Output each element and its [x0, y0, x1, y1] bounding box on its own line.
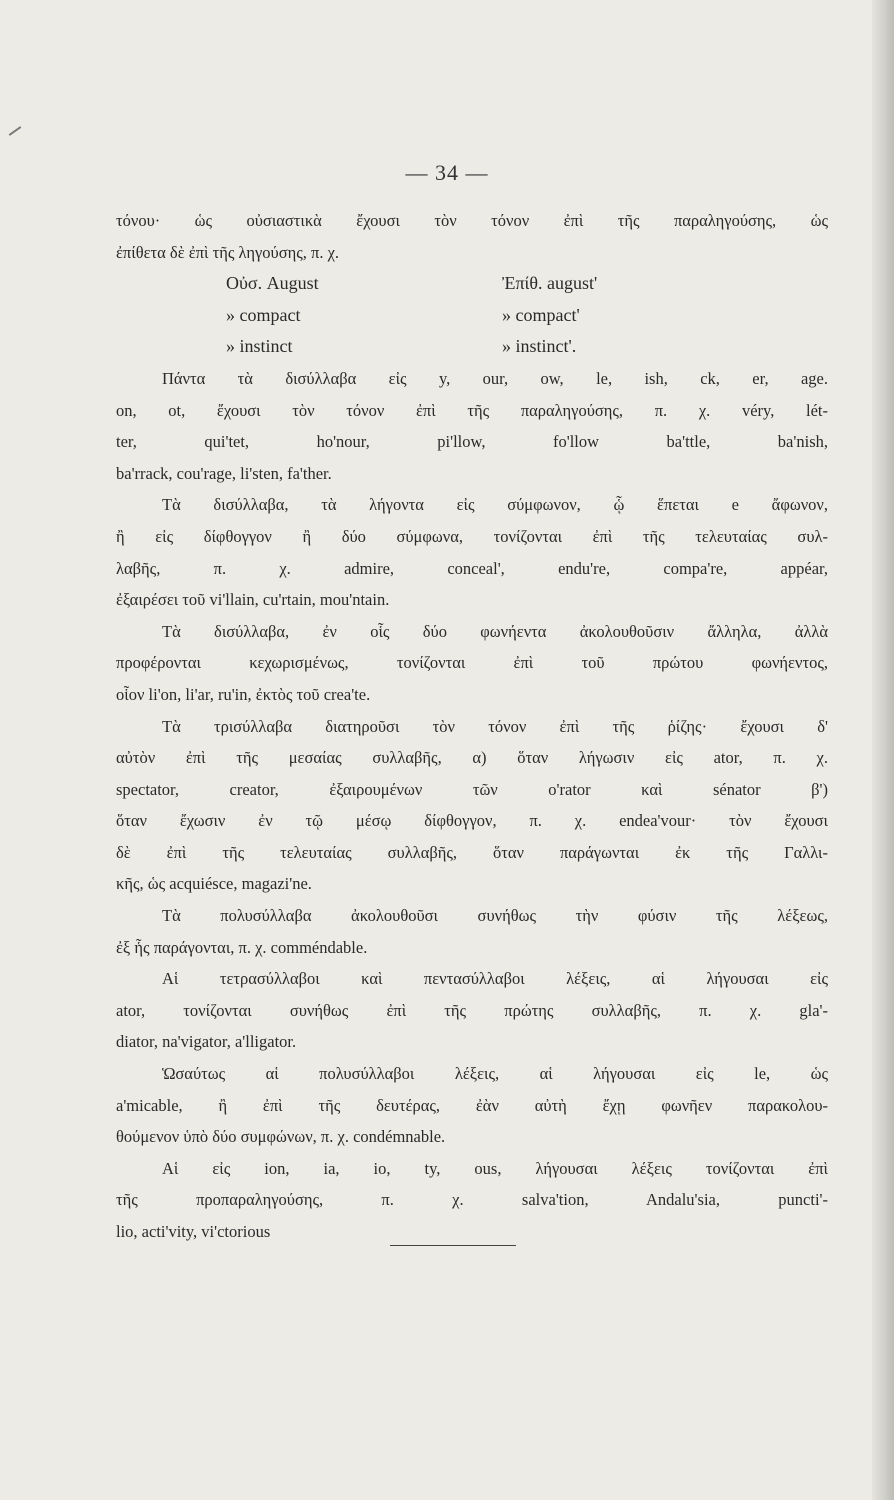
paragraphs [116, 363, 828, 1248]
text-line: ter, qui'tet, ho'nour, pi'llow, fo'llow ba'ttle, ba'nish, [116, 432, 828, 452]
page-edge-shadow [872, 0, 894, 1500]
page-number: — 34 — [405, 160, 489, 185]
text-line: Τὰ δισύλλαβα, τὰ λήγοντα εἰς σύμφωνον, ᾧ ἕπεται e ἄφωνον, [162, 495, 828, 515]
text-line: ὅταν ἔχωσιν ἐν τῷ μέσῳ δίφθογγον, π. χ. endea'vour· τὸν ἔχουσι [116, 811, 828, 831]
text-line: τῆς προπαραληγούσης, π. χ. salva'tion, Andalu'sia, puncti'- [116, 1190, 828, 1210]
text-line: τόνου· ὡς οὐσιαστικὰ ἔχουσι τὸν τόνον ἐπὶ τῆς παραληγούσης, ὡς [116, 211, 828, 230]
example-adjective: » instinct'. [502, 336, 577, 357]
example-noun: » compact [226, 304, 301, 325]
footer-rule [390, 1245, 516, 1246]
text-line: diator, na'vigator, a'lligator. [116, 1032, 297, 1052]
text-line: οἷον li'on, li'ar, ru'in, ἐκτὸς τοῦ crea'te. [116, 684, 371, 704]
text-line: κῆς, ὡς acquiésce, magazi'ne. [116, 874, 312, 894]
text-line: αὐτὸν ἐπὶ τῆς μεσαίας συλλαβῆς, α) ὅταν λήγωσιν εἰς ator, π. χ. [116, 748, 828, 768]
text-line: Τὰ πολυσύλλαβα ἀκολουθοῦσι συνήθως τὴν φύσιν τῆς λέξεως, [162, 906, 828, 926]
example-adjective: Ἐπίθ. august' [502, 273, 598, 294]
text-line: θούμενον ὑπὸ δύο συμφώνων, π. χ. condémnable. [116, 1127, 446, 1147]
text-line: ator, τονίζονται συνήθως ἐπὶ τῆς πρώτης συλλαβῆς, π. χ. gla'- [116, 1000, 828, 1020]
text-line: ἢ εἰς δίφθογγον ἢ δύο σύμφωνα, τονίζονται ἐπὶ τῆς τελευταίας συλ- [116, 526, 828, 546]
text-line: λαβῆς, π. χ. admire, conceal', endu're, compa're, appéar, [116, 558, 828, 578]
example-adjective: » compact' [502, 304, 580, 325]
text-line: spectator, creator, ἐξαιρουμένων τῶν o'rator καὶ sénator β') [116, 779, 828, 799]
text-line: a'micable, ἢ ἐπὶ τῆς δευτέρας, ἐὰν αὐτὴ ἔχῃ φωνῆεν παρακολου- [116, 1095, 828, 1115]
text-line: ἐπίθετα δὲ ἐπὶ τῆς ληγούσης, π. χ. [116, 242, 340, 262]
text-line: Τὰ τρισύλλαβα διατηροῦσι τὸν τόνον ἐπὶ τῆς ῥίζης· ἔχουσι δ' [162, 716, 828, 736]
ink-speck [9, 126, 22, 136]
body-text [116, 205, 828, 1248]
text-line: δὲ ἐπὶ τῆς τελευταίας συλλαβῆς, ὅταν παράγωνται ἐκ τῆς Γαλλι- [116, 842, 828, 862]
example-row [116, 331, 828, 363]
text-line: ἐξ ἧς παράγονται, π. χ. comméndable. [116, 937, 368, 957]
example-noun: Οὐσ. August [226, 273, 319, 294]
text-line: ba'rrack, cou'rage, li'sten, fa'ther. [116, 463, 332, 483]
example-row [116, 268, 828, 300]
example-row [116, 300, 828, 332]
text-line: Τὰ δισύλλαβα, ἐν οἷς δύο φωνήεντα ἀκολουθοῦσιν ἄλληλα, ἀλλὰ [162, 621, 828, 641]
text-line: lio, acti'vity, vi'ctorious [116, 1222, 271, 1241]
text-line: προφέρονται κεχωρισμένως, τονίζονται ἐπὶ τοῦ πρώτου φωνήεντος, [116, 653, 828, 673]
example-noun: » instinct [226, 336, 293, 357]
text-line: on, ot, ἔχουσι τὸν τόνον ἐπὶ τῆς παραληγούσης, π. χ. véry, lét- [116, 400, 828, 420]
text-line: ἐξαιρέσει τοῦ vi'llain, cu'rtain, mou'ntain. [116, 590, 390, 610]
text-line: Αἱ εἰς ion, ia, io, ty, ous, λήγουσαι λέξεις τονίζονται ἐπὶ [162, 1158, 828, 1178]
text-line: Πάντα τὰ δισύλλαβα εἰς y, our, ow, le, ish, ck, er, age. [162, 368, 828, 388]
text-line: Αἱ τετρασύλλαβοι καὶ πεντασύλλαβοι λέξεις, αἱ λήγουσαι εἰς [162, 969, 828, 989]
text-line: Ὡσαύτως αἱ πολυσύλλαβοι λέξεις, αἱ λήγουσαι εἰς le, ὡς [162, 1064, 828, 1084]
